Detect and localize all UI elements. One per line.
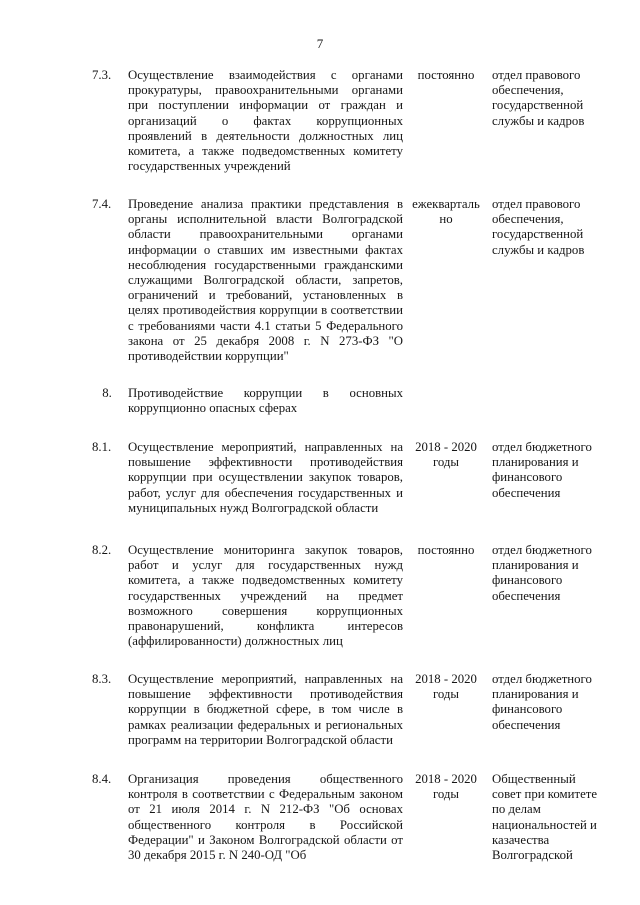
item-term: 2018 - 2020 годы (415, 440, 477, 470)
item-term: постоянно (417, 543, 475, 557)
item-description: Противодействие коррупции в основных коррупционно опасных сферах (128, 386, 403, 416)
item-responsible: Общественный совет при комитете по делам национальностей и казачества Волгоградской (492, 772, 598, 863)
item-responsible: отдел правового обеспечения, государственной службы и кадров (492, 197, 585, 257)
page-number: 7 (316, 36, 324, 51)
item-number: 7.3. (92, 68, 112, 82)
item-number: 8. (102, 386, 112, 400)
item-responsible: отдел бюджетного планирования и финансового обеспечения (492, 543, 592, 603)
item-number: 8.3. (92, 672, 112, 686)
item-description: Организация проведения общественного контроля в соответствии с Федеральным законом от 21 июля 2014 г. N 212-ФЗ "Об основах общественного контроля в Российской Федерации" и Законом Волгоградской области от 30 декабря 2015 г. N 240-ОД "Об (128, 772, 403, 863)
item-responsible: отдел правового обеспечения, государственной службы и кадров (492, 68, 585, 128)
item-term: 2018 - 2020 годы (415, 772, 477, 802)
item-description: Осуществление мониторинга закупок товаров, работ и услуг для государственных нужд комитета, а также подведомственных комитету государственных учреждений на предмет возможного совершения коррупционных правонарушений, конфликта интересов (аффилированности) должностных лиц (128, 543, 403, 649)
item-term: 2018 - 2020 годы (415, 672, 477, 702)
item-description: Осуществление взаимодействия с органами прокуратуры, правоохранительными органами при поступлении информации от граждан и организаций о фактах коррупционных проявлений в деятельности должностных лиц комитета, а также подведомственных комитету государственных учреждений (128, 68, 403, 174)
item-number: 8.2. (92, 543, 112, 557)
item-term: ежекварталь но (412, 197, 480, 227)
item-description: Осуществление мероприятий, направленных на повышение эффективности противодействия коррупции при осуществлении закупок товаров, работ, услуг для обеспечения государственных и муниципальных нужд Волгоградской области (128, 440, 403, 515)
item-number: 8.4. (92, 772, 112, 786)
item-number: 7.4. (92, 197, 112, 211)
item-term: постоянно (417, 68, 475, 82)
item-responsible: отдел бюджетного планирования и финансового обеспечения (492, 440, 592, 500)
item-description: Проведение анализа практики представления в органы исполнительной власти Волгоградской области правоохранительными органами информации о ставших им известными фактах несоблюдения государственными гражданскими служащими Волгоградской области, запретов, ограничений и требований, установленных в целях противодействия коррупции в соответствии с требованиями части 4.1 статьи 5 Федерального закона от 25 декабря 2008 г. N 273-ФЗ "О противодействии коррупции" (128, 197, 403, 364)
item-description: Осуществление мероприятий, направленных на повышение эффективности противодействия коррупции в бюджетной сфере, в том числе в рамках реализации федеральных и региональных программ на территории Волгоградской области (128, 672, 403, 747)
item-number: 8.1. (92, 440, 112, 454)
item-responsible: отдел бюджетного планирования и финансового обеспечения (492, 672, 592, 732)
